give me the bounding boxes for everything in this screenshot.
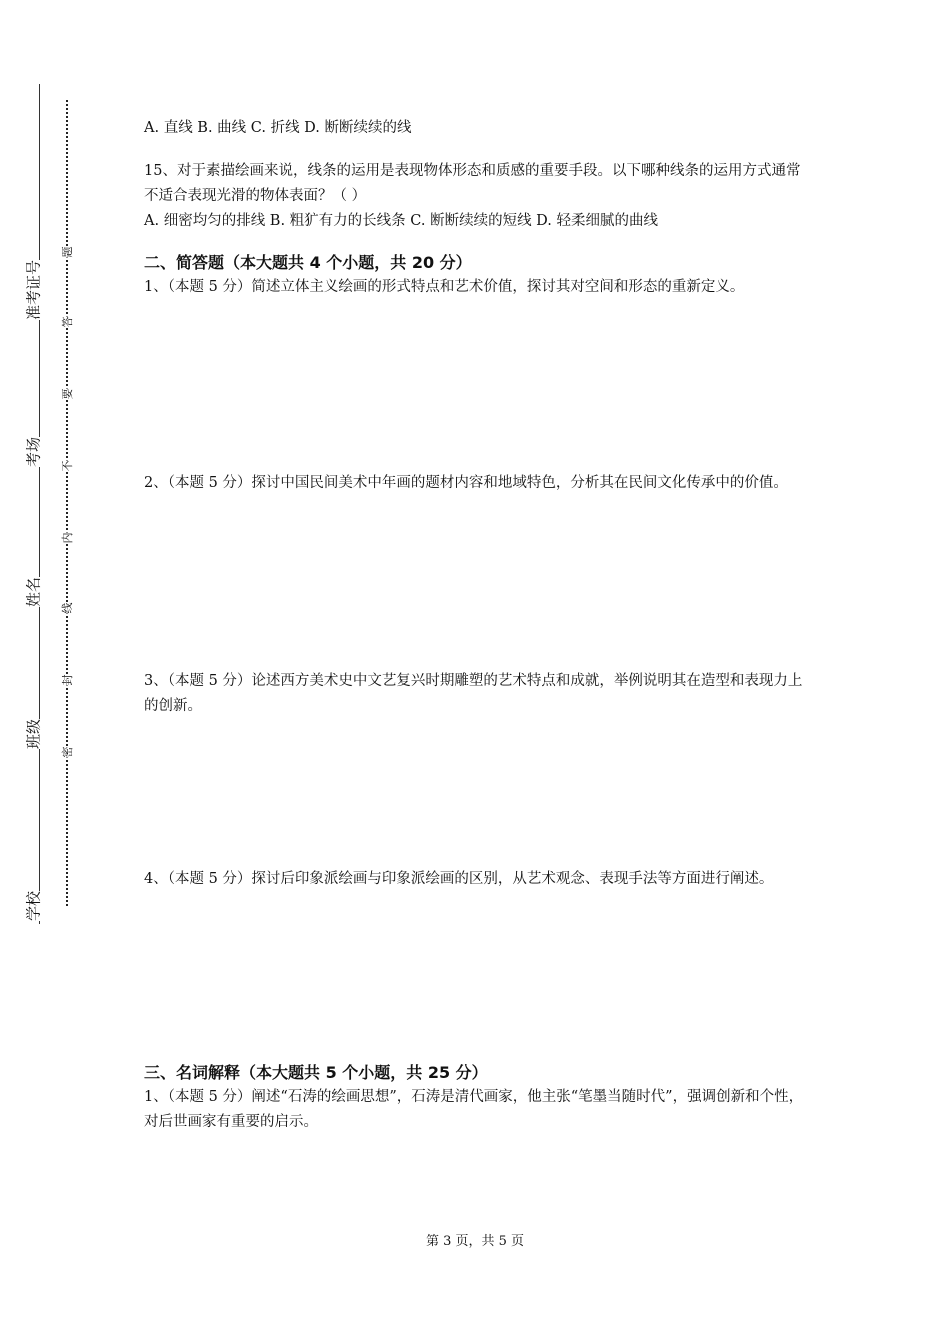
exam-content — [144, 116, 808, 1135]
answer-space — [144, 917, 808, 1061]
binding-line — [39, 84, 40, 924]
answer-space — [144, 325, 808, 471]
section-2-title: 二、简答题（本大题共 4 个小题，共 20 分） — [144, 253, 472, 272]
short-answer-question-1: 1、（本题 5 分）简述立体主义绘画的形式特点和艺术价值，探讨其对空间和形态的重新定义。 — [144, 279, 745, 295]
q15-options: A. 细密均匀的排线 B. 粗犷有力的长线条 C. 断断续续的短线 D. 轻柔细腻的曲线 — [144, 213, 659, 229]
section-3-title: 三、名词解释（本大题共 5 个小题，共 25 分） — [144, 1063, 488, 1082]
short-answer-question-2: 2、（本题 5 分）探讨中国民间美术中年画的题材内容和地域特色，分析其在民间文化传承中的价值。 — [144, 475, 788, 491]
name-text: 姓名 — [21, 577, 46, 607]
school-text: 学校 — [21, 891, 46, 921]
answer-space — [144, 719, 808, 867]
term-question-1: 1、（本题 5 分）阐述“石涛的绘画思想”，石涛是清代画家，他主张“笔墨当随时代”，强调创新和个性，对后世画家有重要的启示。 — [144, 1089, 804, 1130]
exam-room-text: 考场 — [21, 437, 46, 467]
page-number: 第 3 页，共 5 页 — [425, 1234, 525, 1249]
seal-dotted-line — [66, 100, 68, 906]
q15-stem: 15、对于素描绘画来说，线条的运用是表现物体形态和质感的重要手段。以下哪种线条的运用方式通常不适合表现光滑的物体表面？（ ） — [144, 163, 801, 204]
q14-options: A. 直线 B. 曲线 C. 折线 D. 断断续续的线 — [144, 120, 412, 136]
exam-number-text: 准考证号 — [21, 260, 46, 320]
short-answer-question-4: 4、（本题 5 分）探讨后印象派绘画与印象派绘画的区别，从艺术观念、表现手法等方面进行阐述。 — [144, 871, 774, 887]
answer-space — [144, 521, 808, 669]
class-text: 班级 — [21, 719, 46, 749]
short-answer-question-3: 3、（本题 5 分）论述西方美术史中文艺复兴时期雕塑的艺术特点和成就，举例说明其在造型和表现力上的创新。 — [144, 673, 803, 714]
